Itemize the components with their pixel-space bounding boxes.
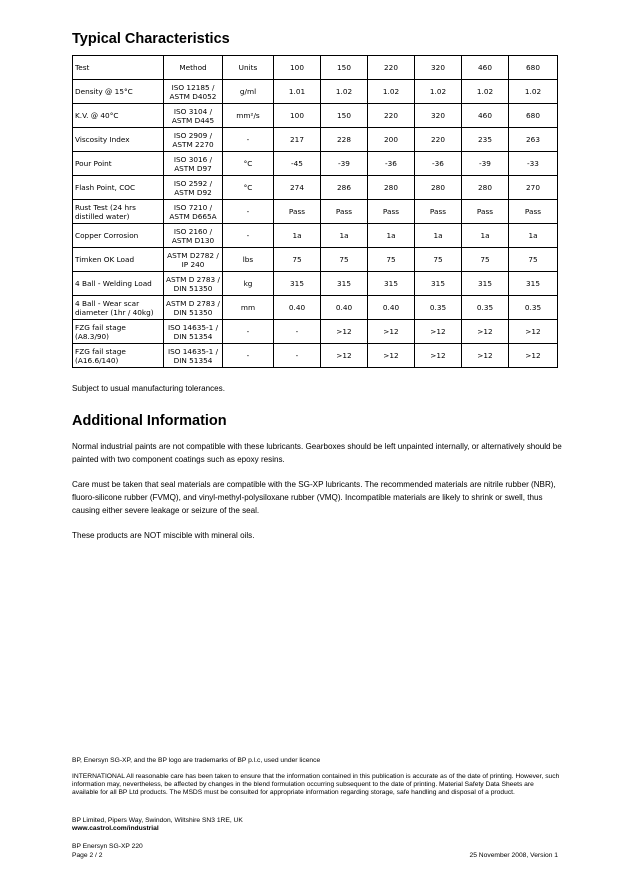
test-name-cell: Timken OK Load bbox=[73, 248, 164, 272]
units-cell: mm²/s bbox=[223, 104, 274, 128]
units-cell: - bbox=[223, 128, 274, 152]
header-cell: Units bbox=[223, 56, 274, 80]
value-cell: 0.35 bbox=[415, 296, 462, 320]
value-cell: 1.01 bbox=[274, 80, 321, 104]
test-name-cell: 4 Ball - Welding Load bbox=[73, 272, 164, 296]
test-name-cell: K.V. @ 40°C bbox=[73, 104, 164, 128]
value-cell: 315 bbox=[415, 272, 462, 296]
header-cell: Test bbox=[73, 56, 164, 80]
value-cell: 0.40 bbox=[274, 296, 321, 320]
typical-characteristics-heading: Typical Characteristics bbox=[72, 31, 230, 47]
value-cell: - bbox=[274, 344, 321, 368]
value-cell: 0.40 bbox=[321, 296, 368, 320]
product-name: BP Enersyn SG-XP 220 bbox=[72, 843, 143, 850]
value-cell: - bbox=[274, 320, 321, 344]
value-cell: 100 bbox=[274, 104, 321, 128]
value-cell: 1a bbox=[321, 224, 368, 248]
value-cell: 217 bbox=[274, 128, 321, 152]
method-cell: ISO 12185 / ASTM D4052 bbox=[164, 80, 223, 104]
method-cell: ISO 2909 / ASTM 2270 bbox=[164, 128, 223, 152]
value-cell: 150 bbox=[321, 104, 368, 128]
table-row bbox=[73, 176, 558, 200]
value-cell: 460 bbox=[462, 104, 509, 128]
value-cell: >12 bbox=[368, 344, 415, 368]
header-cell: 680 bbox=[509, 56, 558, 80]
value-cell: -36 bbox=[368, 152, 415, 176]
value-cell: 1a bbox=[462, 224, 509, 248]
value-cell: 75 bbox=[274, 248, 321, 272]
value-cell: 75 bbox=[368, 248, 415, 272]
value-cell: 1.02 bbox=[462, 80, 509, 104]
test-name-cell: Flash Point, COC bbox=[73, 176, 164, 200]
value-cell: 75 bbox=[415, 248, 462, 272]
method-cell: ASTM D2782 / IP 240 bbox=[164, 248, 223, 272]
units-cell: °C bbox=[223, 176, 274, 200]
table-row bbox=[73, 344, 558, 368]
value-cell: 1a bbox=[368, 224, 415, 248]
value-cell: 75 bbox=[462, 248, 509, 272]
table-row bbox=[73, 248, 558, 272]
method-cell: ASTM D 2783 / DIN 51350 bbox=[164, 272, 223, 296]
header-cell: 100 bbox=[274, 56, 321, 80]
method-cell: ISO 7210 / ASTM D665A bbox=[164, 200, 223, 224]
value-cell: >12 bbox=[415, 344, 462, 368]
value-cell: 280 bbox=[368, 176, 415, 200]
value-cell: 200 bbox=[368, 128, 415, 152]
value-cell: 1.02 bbox=[368, 80, 415, 104]
disclaimer-text: INTERNATIONAL All reasonable care has been taken to ensure that the information contained in this publication is accurate as of the date of printing. However, such information may, nevertheless, be affected by changes in the blend formulation occurring subsequent to the date of printing. Material Safety Data Sheets are available for all BP Ltd products. The MSDS must be consulted for appropriate information regarding storage, safe handling and disposal of a product. bbox=[72, 773, 560, 796]
header-cell: Method bbox=[164, 56, 223, 80]
table-row bbox=[73, 128, 558, 152]
table-row bbox=[73, 224, 558, 248]
value-cell: -45 bbox=[274, 152, 321, 176]
method-cell: ISO 3016 / ASTM D97 bbox=[164, 152, 223, 176]
value-cell: 228 bbox=[321, 128, 368, 152]
miscibility-paragraph: These products are NOT miscible with mineral oils. bbox=[72, 531, 255, 540]
value-cell: 1.02 bbox=[321, 80, 368, 104]
value-cell: >12 bbox=[462, 320, 509, 344]
method-cell: ISO 14635-1 / DIN 51354 bbox=[164, 320, 223, 344]
characteristics-table bbox=[72, 55, 558, 368]
value-cell: >12 bbox=[321, 320, 368, 344]
method-cell: ISO 14635-1 / DIN 51354 bbox=[164, 344, 223, 368]
seal-compatibility-paragraph: Care must be taken that seal materials are compatible with the SG-XP lubricants. The recommended materials are nitrile rubber (NBR), fluoro-silicone rubber (FVMQ), and vinyl-methyl-polysiloxane rubber (VMQ). Incompatible materials are likely to shrink or swell, thus causing either severe leakage or seizure of the seal. bbox=[72, 480, 556, 515]
value-cell: -39 bbox=[462, 152, 509, 176]
value-cell: >12 bbox=[368, 320, 415, 344]
value-cell: 680 bbox=[509, 104, 558, 128]
additional-information-heading: Additional Information bbox=[72, 413, 227, 429]
value-cell: 280 bbox=[462, 176, 509, 200]
test-name-cell: Viscosity Index bbox=[73, 128, 164, 152]
value-cell: Pass bbox=[321, 200, 368, 224]
test-name-cell: FZG fail stage (A16.6/140) bbox=[73, 344, 164, 368]
trademark-notice: BP, Enersyn SG-XP, and the BP logo are trademarks of BP p.l.c, used under licence bbox=[72, 757, 321, 764]
test-name-cell: FZG fail stage (A8.3/90) bbox=[73, 320, 164, 344]
value-cell: 315 bbox=[462, 272, 509, 296]
test-name-cell: Rust Test (24 hrs distilled water) bbox=[73, 200, 164, 224]
value-cell: Pass bbox=[368, 200, 415, 224]
header-cell: 150 bbox=[321, 56, 368, 80]
method-cell: ISO 3104 / ASTM D445 bbox=[164, 104, 223, 128]
value-cell: 220 bbox=[368, 104, 415, 128]
method-cell: ASTM D 2783 / DIN 51350 bbox=[164, 296, 223, 320]
table-header-row bbox=[73, 56, 558, 80]
test-name-cell: Density @ 15°C bbox=[73, 80, 164, 104]
value-cell: >12 bbox=[509, 344, 558, 368]
units-cell: g/ml bbox=[223, 80, 274, 104]
value-cell: 286 bbox=[321, 176, 368, 200]
value-cell: Pass bbox=[274, 200, 321, 224]
test-name-cell: 4 Ball - Wear scar diameter (1hr / 40kg) bbox=[73, 296, 164, 320]
table-row bbox=[73, 200, 558, 224]
table-row bbox=[73, 296, 558, 320]
value-cell: 1.02 bbox=[415, 80, 462, 104]
method-cell: ISO 2592 / ASTM D92 bbox=[164, 176, 223, 200]
tolerance-note: Subject to usual manufacturing tolerances. bbox=[72, 384, 225, 393]
value-cell: Pass bbox=[415, 200, 462, 224]
value-cell: 1a bbox=[509, 224, 558, 248]
value-cell: 0.40 bbox=[368, 296, 415, 320]
paint-compatibility-paragraph: Normal industrial paints are not compatible with these lubricants. Gearboxes should be left unpainted internally, or alternatively should be painted with two component coatings such as epoxy resins. bbox=[72, 442, 562, 464]
table-row bbox=[73, 272, 558, 296]
value-cell: 235 bbox=[462, 128, 509, 152]
header-cell: 220 bbox=[368, 56, 415, 80]
table-row bbox=[73, 320, 558, 344]
header-cell: 460 bbox=[462, 56, 509, 80]
units-cell: - bbox=[223, 224, 274, 248]
value-cell: 75 bbox=[509, 248, 558, 272]
units-cell: - bbox=[223, 320, 274, 344]
table-row bbox=[73, 80, 558, 104]
value-cell: 0.35 bbox=[509, 296, 558, 320]
units-cell: °C bbox=[223, 152, 274, 176]
value-cell: >12 bbox=[321, 344, 368, 368]
method-cell: ISO 2160 / ASTM D130 bbox=[164, 224, 223, 248]
units-cell: lbs bbox=[223, 248, 274, 272]
value-cell: Pass bbox=[509, 200, 558, 224]
value-cell: Pass bbox=[462, 200, 509, 224]
value-cell: 315 bbox=[274, 272, 321, 296]
test-name-cell: Copper Corrosion bbox=[73, 224, 164, 248]
units-cell: - bbox=[223, 200, 274, 224]
value-cell: -39 bbox=[321, 152, 368, 176]
page-number: Page 2 / 2 bbox=[72, 852, 103, 859]
units-cell: - bbox=[223, 344, 274, 368]
date-version: 25 November 2008, Version 1 bbox=[469, 852, 558, 859]
value-cell: 1a bbox=[274, 224, 321, 248]
value-cell: 315 bbox=[321, 272, 368, 296]
value-cell: 220 bbox=[415, 128, 462, 152]
value-cell: -33 bbox=[509, 152, 558, 176]
value-cell: 315 bbox=[509, 272, 558, 296]
value-cell: >12 bbox=[509, 320, 558, 344]
value-cell: 75 bbox=[321, 248, 368, 272]
value-cell: -36 bbox=[415, 152, 462, 176]
value-cell: 1.02 bbox=[509, 80, 558, 104]
value-cell: 320 bbox=[415, 104, 462, 128]
value-cell: 0.35 bbox=[462, 296, 509, 320]
company-address: BP Limited, Pipers Way, Swindon, Wiltshire SN3 1RE, UK bbox=[72, 817, 243, 824]
units-cell: mm bbox=[223, 296, 274, 320]
test-name-cell: Pour Point bbox=[73, 152, 164, 176]
table-row bbox=[73, 104, 558, 128]
value-cell: 270 bbox=[509, 176, 558, 200]
value-cell: 1a bbox=[415, 224, 462, 248]
value-cell: >12 bbox=[415, 320, 462, 344]
value-cell: 274 bbox=[274, 176, 321, 200]
table-row bbox=[73, 152, 558, 176]
value-cell: 263 bbox=[509, 128, 558, 152]
header-cell: 320 bbox=[415, 56, 462, 80]
units-cell: kg bbox=[223, 272, 274, 296]
value-cell: 280 bbox=[415, 176, 462, 200]
value-cell: 315 bbox=[368, 272, 415, 296]
website-link[interactable]: www.castrol.com/industrial bbox=[72, 825, 159, 832]
value-cell: >12 bbox=[462, 344, 509, 368]
